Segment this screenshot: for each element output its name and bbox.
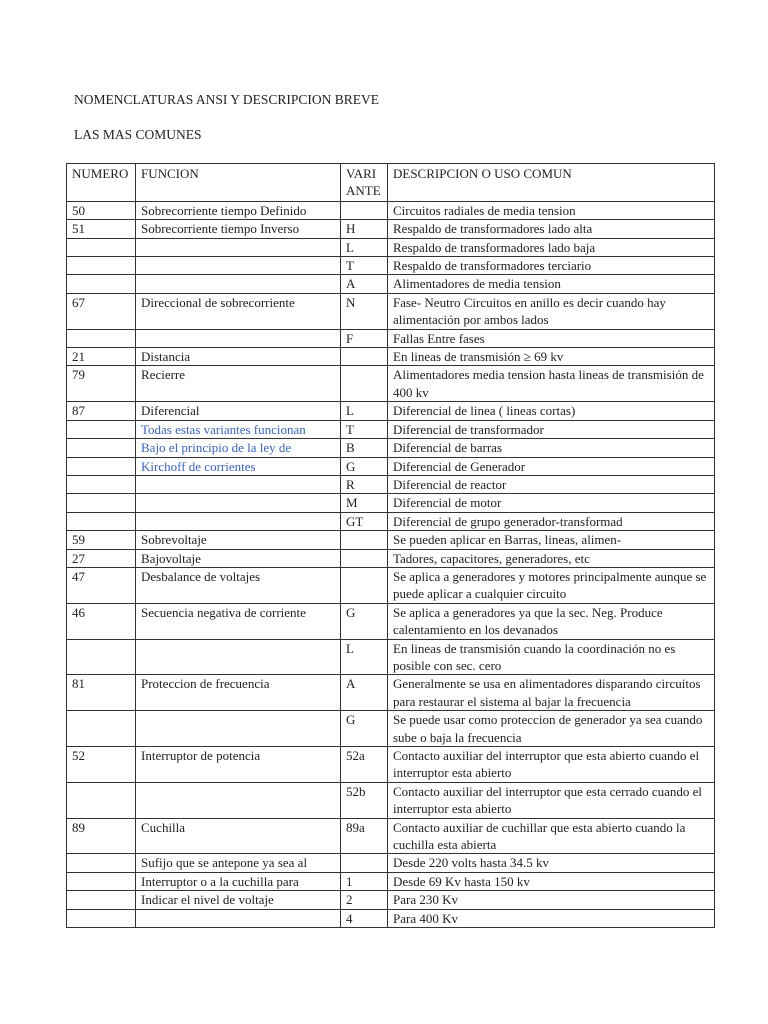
cell-funcion bbox=[136, 494, 341, 512]
cell-descripcion: Contacto auxiliar del interruptor que esta cerrado cuando el interruptor esta abierto bbox=[388, 782, 715, 818]
table-row bbox=[67, 494, 715, 512]
table-row bbox=[67, 402, 715, 420]
table-row bbox=[67, 639, 715, 675]
header-funcion: FUNCION bbox=[136, 164, 341, 202]
cell-funcion: Sobrecorriente tiempo Definido bbox=[136, 201, 341, 219]
cell-descripcion: Se aplica a generadores y motores principalmente aunque se puede aplicar a cualquier circuito bbox=[388, 567, 715, 603]
cell-numero bbox=[67, 329, 136, 347]
cell-descripcion: Respaldo de transformadores lado baja bbox=[388, 238, 715, 256]
cell-numero: 27 bbox=[67, 549, 136, 567]
cell-descripcion: Para 230 Kv bbox=[388, 891, 715, 909]
document-subtitle: LAS MAS COMUNES bbox=[74, 127, 202, 142]
cell-numero: 79 bbox=[67, 366, 136, 402]
cell-numero bbox=[67, 909, 136, 927]
cell-descripcion: En lineas de transmisión ≥ 69 kv bbox=[388, 348, 715, 366]
cell-numero bbox=[67, 420, 136, 438]
cell-variante: B bbox=[341, 439, 388, 457]
cell-variante: A bbox=[341, 675, 388, 711]
cell-descripcion: Respaldo de transformadores lado alta bbox=[388, 220, 715, 238]
cell-numero: 46 bbox=[67, 603, 136, 639]
cell-numero bbox=[67, 439, 136, 457]
cell-funcion: Sufijo que se antepone ya sea al bbox=[136, 854, 341, 872]
table-body bbox=[67, 201, 715, 927]
cell-numero bbox=[67, 238, 136, 256]
cell-variante: L bbox=[341, 639, 388, 675]
cell-numero bbox=[67, 475, 136, 493]
cell-variante: 1 bbox=[341, 872, 388, 890]
cell-variante bbox=[341, 201, 388, 219]
table-row bbox=[67, 909, 715, 927]
cell-descripcion: Alimentadores de media tension bbox=[388, 275, 715, 293]
cell-descripcion: Diferencial de Generador bbox=[388, 457, 715, 475]
table-row bbox=[67, 475, 715, 493]
cell-descripcion: Alimentadores media tension hasta lineas de transmisión de 400 kv bbox=[388, 366, 715, 402]
table-row bbox=[67, 549, 715, 567]
cell-funcion bbox=[136, 909, 341, 927]
cell-descripcion: Contacto auxiliar del interruptor que esta abierto cuando el interruptor esta abierto bbox=[388, 747, 715, 783]
cell-numero bbox=[67, 512, 136, 530]
cell-variante: R bbox=[341, 475, 388, 493]
cell-variante: T bbox=[341, 420, 388, 438]
cell-numero: 51 bbox=[67, 220, 136, 238]
cell-descripcion: Diferencial de grupo generador-transformad bbox=[388, 512, 715, 530]
cell-variante: 89a bbox=[341, 818, 388, 854]
cell-variante bbox=[341, 366, 388, 402]
cell-numero bbox=[67, 782, 136, 818]
table-row bbox=[67, 293, 715, 329]
cell-variante bbox=[341, 549, 388, 567]
cell-variante bbox=[341, 348, 388, 366]
cell-numero: 59 bbox=[67, 531, 136, 549]
cell-variante: N bbox=[341, 293, 388, 329]
cell-funcion bbox=[136, 711, 341, 747]
table-row bbox=[67, 257, 715, 275]
cell-funcion: Direccional de sobrecorriente bbox=[136, 293, 341, 329]
table-row bbox=[67, 782, 715, 818]
cell-funcion bbox=[136, 639, 341, 675]
cell-funcion: Secuencia negativa de corriente bbox=[136, 603, 341, 639]
cell-descripcion: Respaldo de transformadores terciario bbox=[388, 257, 715, 275]
table-row bbox=[67, 457, 715, 475]
cell-variante: GT bbox=[341, 512, 388, 530]
table-row bbox=[67, 329, 715, 347]
cell-variante: 2 bbox=[341, 891, 388, 909]
document-title: NOMENCLATURAS ANSI Y DESCRIPCION BREVE bbox=[74, 92, 380, 107]
cell-variante bbox=[341, 854, 388, 872]
cell-descripcion: Tadores, capacitores, generadores, etc bbox=[388, 549, 715, 567]
table-row bbox=[67, 531, 715, 549]
cell-numero bbox=[67, 854, 136, 872]
cell-variante: F bbox=[341, 329, 388, 347]
table-row bbox=[67, 348, 715, 366]
header-variante-line-2: ANTE bbox=[346, 183, 381, 199]
cell-numero bbox=[67, 494, 136, 512]
cell-variante: L bbox=[341, 402, 388, 420]
cell-funcion: Desbalance de voltajes bbox=[136, 567, 341, 603]
cell-funcion: Diferencial bbox=[136, 402, 341, 420]
table-row bbox=[67, 512, 715, 530]
cell-numero bbox=[67, 639, 136, 675]
table-row bbox=[67, 603, 715, 639]
cell-funcion: Recierre bbox=[136, 366, 341, 402]
cell-descripcion: Diferencial de transformador bbox=[388, 420, 715, 438]
cell-variante: T bbox=[341, 257, 388, 275]
cell-funcion: Interruptor de potencia bbox=[136, 747, 341, 783]
cell-variante: G bbox=[341, 711, 388, 747]
cell-descripcion: Fase- Neutro Circuitos en anillo es decir cuando hay alimentación por ambos lados bbox=[388, 293, 715, 329]
cell-variante: 52a bbox=[341, 747, 388, 783]
header-variante bbox=[341, 164, 388, 202]
cell-numero bbox=[67, 711, 136, 747]
cell-variante: G bbox=[341, 457, 388, 475]
cell-funcion: Cuchilla bbox=[136, 818, 341, 854]
table-row bbox=[67, 872, 715, 890]
cell-descripcion: Generalmente se usa en alimentadores disparando circuitos para restaurar el sistema al bajar la frecuencia bbox=[388, 675, 715, 711]
cell-variante bbox=[341, 567, 388, 603]
cell-funcion: Indicar el nivel de voltaje bbox=[136, 891, 341, 909]
table-row bbox=[67, 420, 715, 438]
cell-descripcion: Diferencial de linea ( lineas cortas) bbox=[388, 402, 715, 420]
cell-numero: 67 bbox=[67, 293, 136, 329]
cell-funcion bbox=[136, 782, 341, 818]
cell-numero: 47 bbox=[67, 567, 136, 603]
cell-funcion bbox=[136, 512, 341, 530]
table-row bbox=[67, 854, 715, 872]
cell-numero: 50 bbox=[67, 201, 136, 219]
table-row bbox=[67, 711, 715, 747]
cell-descripcion: Diferencial de reactor bbox=[388, 475, 715, 493]
cell-descripcion: Fallas Entre fases bbox=[388, 329, 715, 347]
table-row bbox=[67, 891, 715, 909]
table-row bbox=[67, 275, 715, 293]
table-row bbox=[67, 675, 715, 711]
cell-variante: A bbox=[341, 275, 388, 293]
table-row bbox=[67, 439, 715, 457]
table-row bbox=[67, 818, 715, 854]
cell-funcion: Todas estas variantes funcionan bbox=[136, 420, 341, 438]
cell-variante: M bbox=[341, 494, 388, 512]
cell-numero bbox=[67, 457, 136, 475]
cell-descripcion: Diferencial de barras bbox=[388, 439, 715, 457]
cell-numero bbox=[67, 872, 136, 890]
table-row bbox=[67, 238, 715, 256]
cell-funcion: Proteccion de frecuencia bbox=[136, 675, 341, 711]
cell-descripcion: Desde 220 volts hasta 34.5 kv bbox=[388, 854, 715, 872]
cell-funcion bbox=[136, 475, 341, 493]
cell-numero: 89 bbox=[67, 818, 136, 854]
header-numero: NUMERO bbox=[67, 164, 136, 202]
cell-funcion: Kirchoff de corrientes bbox=[136, 457, 341, 475]
cell-descripcion: Para 400 Kv bbox=[388, 909, 715, 927]
cell-numero: 21 bbox=[67, 348, 136, 366]
cell-numero bbox=[67, 257, 136, 275]
table-row bbox=[67, 201, 715, 219]
cell-funcion: Sobrecorriente tiempo Inverso bbox=[136, 220, 341, 238]
cell-descripcion: Circuitos radiales de media tension bbox=[388, 201, 715, 219]
table-row bbox=[67, 747, 715, 783]
table-row bbox=[67, 220, 715, 238]
cell-descripcion: Diferencial de motor bbox=[388, 494, 715, 512]
cell-descripcion: Se pueden aplicar en Barras, lineas, alimen- bbox=[388, 531, 715, 549]
cell-variante: 52b bbox=[341, 782, 388, 818]
cell-funcion bbox=[136, 257, 341, 275]
cell-variante: L bbox=[341, 238, 388, 256]
cell-funcion: Bajo el principio de la ley de bbox=[136, 439, 341, 457]
cell-funcion bbox=[136, 238, 341, 256]
cell-funcion: Interruptor o a la cuchilla para bbox=[136, 872, 341, 890]
ansi-nomenclature-table bbox=[66, 163, 715, 928]
cell-descripcion: Se puede usar como proteccion de generador ya sea cuando sube o baja la frecuencia bbox=[388, 711, 715, 747]
cell-variante: H bbox=[341, 220, 388, 238]
cell-descripcion: Contacto auxiliar de cuchillar que esta abierto cuando la cuchilla esta abierta bbox=[388, 818, 715, 854]
cell-numero: 87 bbox=[67, 402, 136, 420]
cell-descripcion: En lineas de transmisión cuando la coordinación no es posible con sec. cero bbox=[388, 639, 715, 675]
header-variante-line-1: VARI bbox=[346, 166, 377, 181]
cell-funcion: Sobrevoltaje bbox=[136, 531, 341, 549]
table-header-row bbox=[67, 164, 715, 202]
cell-descripcion: Se aplica a generadores ya que la sec. Neg. Produce calentamiento en los devanados bbox=[388, 603, 715, 639]
cell-funcion: Distancia bbox=[136, 348, 341, 366]
cell-funcion bbox=[136, 329, 341, 347]
table-row bbox=[67, 366, 715, 402]
cell-numero bbox=[67, 891, 136, 909]
cell-numero bbox=[67, 275, 136, 293]
cell-descripcion: Desde 69 Kv hasta 150 kv bbox=[388, 872, 715, 890]
cell-variante bbox=[341, 531, 388, 549]
header-descripcion: DESCRIPCION O USO COMUN bbox=[388, 164, 715, 202]
cell-numero: 81 bbox=[67, 675, 136, 711]
cell-funcion: Bajovoltaje bbox=[136, 549, 341, 567]
table-row bbox=[67, 567, 715, 603]
cell-variante: 4 bbox=[341, 909, 388, 927]
cell-funcion bbox=[136, 275, 341, 293]
cell-variante: G bbox=[341, 603, 388, 639]
cell-numero: 52 bbox=[67, 747, 136, 783]
